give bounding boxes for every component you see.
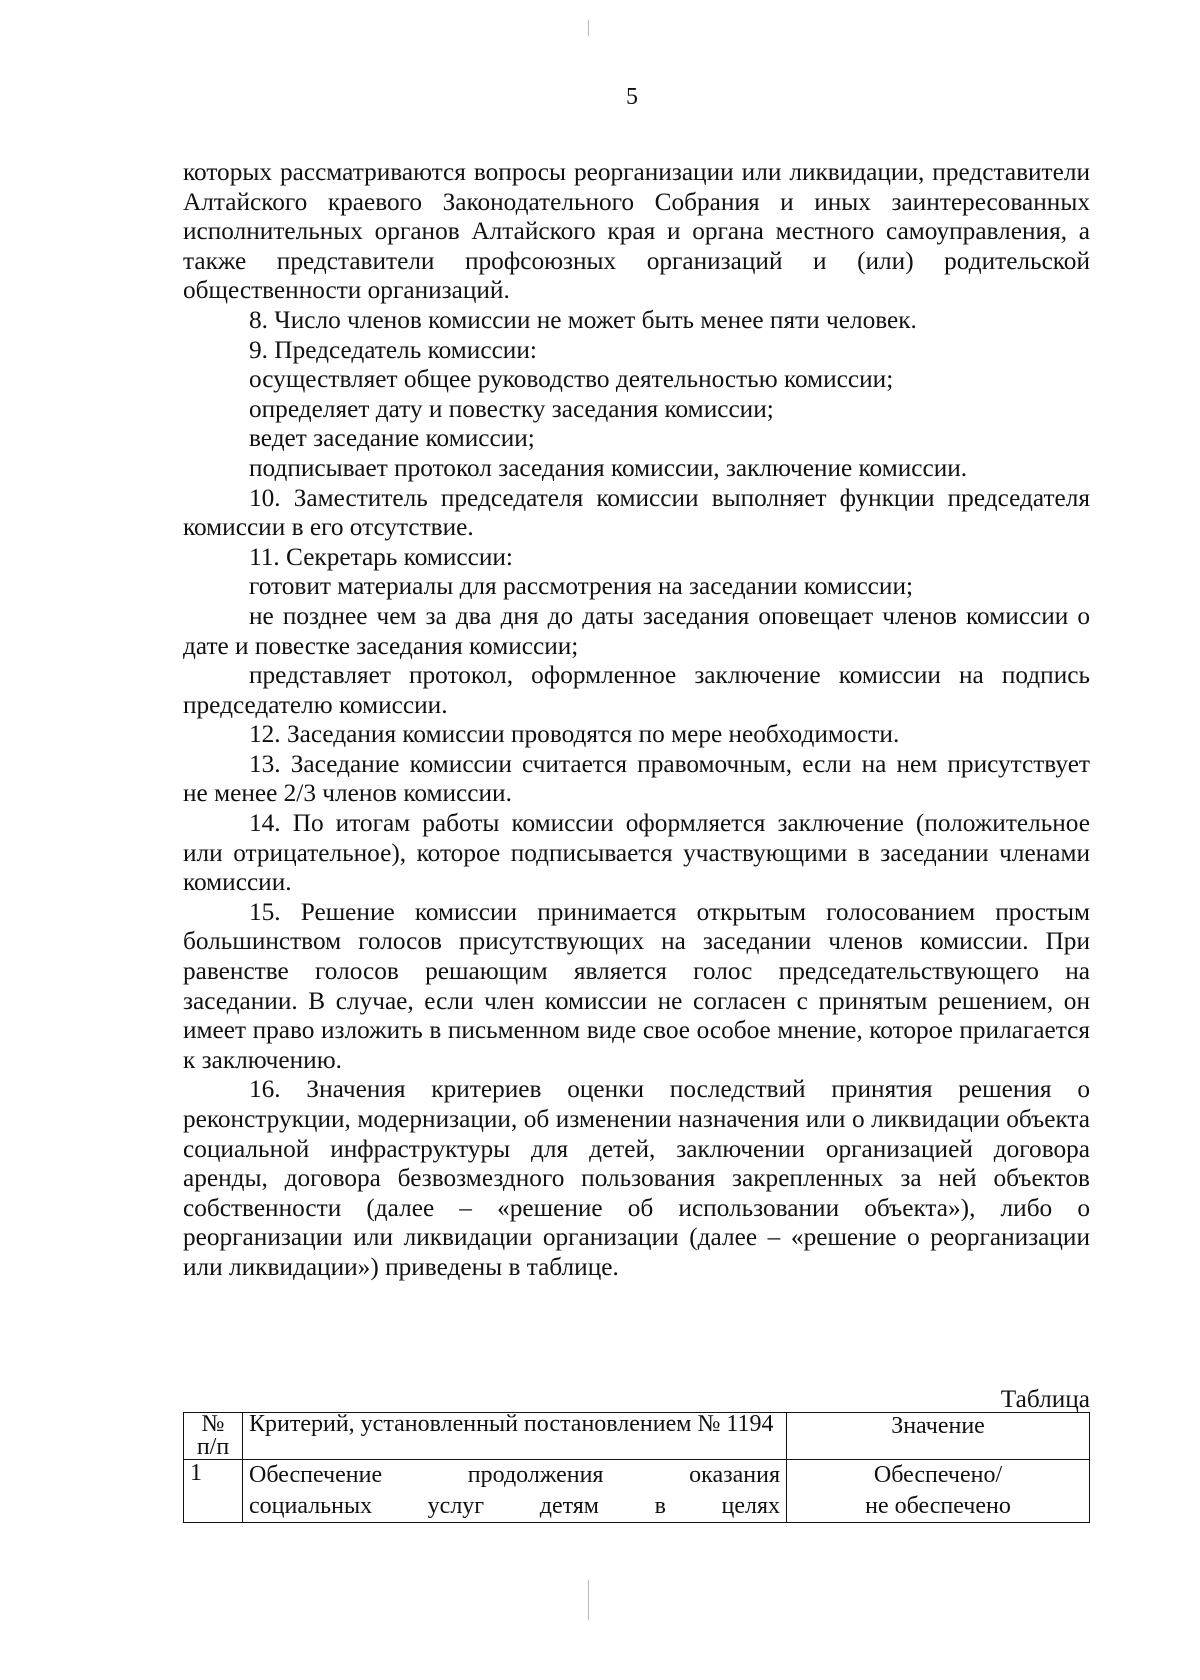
scan-artifact bbox=[588, 20, 589, 36]
paragraph: 10. Заместитель председателя комиссии выполняет функции председателя комиссии в его отсутствие. bbox=[183, 483, 1090, 542]
criteria-table bbox=[183, 1412, 1090, 1523]
paragraph: которых рассматриваются вопросы реорганизации или ликвидации, представители Алтайского краевого Законодательного Собрания и иных заинтересованных исполнительных органов Алтайского края и органа местного самоуправления, а также представители профсоюзных организаций и (или) родительской общественности организаций. bbox=[183, 158, 1090, 305]
table-row bbox=[184, 1460, 1090, 1523]
row-value-line1: Обеспечено/ bbox=[873, 1462, 1003, 1488]
paragraph: готовит материалы для рассмотрения на заседании комиссии; bbox=[249, 572, 914, 601]
paragraph: 8. Число членов комиссии не может быть менее пяти человек. bbox=[249, 305, 917, 334]
paragraph: 14. По итогам работы комиссии оформляется заключение (положительное или отрицательное), которое подписывается участвующими в заседании членами комиссии. bbox=[183, 809, 1090, 897]
header-value: Значение bbox=[787, 1413, 1090, 1460]
paragraph: 15. Решение комиссии принимается открытым голосованием простым большинством голосов присутствующих на заседании членов комиссии. При равенстве голосов решающим является голос председательствующего на заседании. В случае, если член комиссии не согласен с принятым решением, он имеет право изложить в письменном виде свое особое мнение, которое прилагается к заключению. bbox=[183, 897, 1090, 1074]
paragraph: не позднее чем за два дня до даты заседания оповещает членов комиссии о дате и повестке заседания комиссии; bbox=[183, 601, 1090, 660]
paragraph: осуществляет общее руководство деятельностью комиссии; bbox=[249, 365, 894, 394]
paragraph: 11. Секретарь комиссии: bbox=[249, 542, 513, 571]
row-criterion-line2: социальных услуг детям в целях bbox=[249, 1493, 780, 1519]
row-value-line2: не обеспечено bbox=[865, 1493, 1011, 1519]
header-number bbox=[184, 1413, 243, 1460]
document-body bbox=[183, 158, 1090, 1283]
paragraph: 12. Заседания комиссии проводятся по мере необходимости. bbox=[249, 720, 900, 749]
row-criterion bbox=[243, 1460, 787, 1523]
header-criterion: Критерий, установленный постановлением № 1194 bbox=[243, 1413, 787, 1460]
paragraph: 16. Значения критериев оценки последствий принятия решения о реконструкции, модернизации, об изменении назначения или о ликвидации объекта социальной инфраструктуры для детей, заключении организацией договора аренды, договора безвозмездного пользования закрепленных за ней объектов собственности (далее – «решение об использовании объекта»), либо о реорганизации или ликвидации организации (далее – «решение о реорганизации или ликвидации») приведены в таблице. bbox=[183, 1075, 1090, 1281]
paragraph: представляет протокол, оформленное заключение комиссии на подпись председателю комиссии. bbox=[183, 661, 1090, 719]
header-number-line2: п/п bbox=[196, 1434, 230, 1460]
paragraph: 13. Заседание комиссии считается правомочным, если на нем присутствует не менее 2/3 членов комиссии. bbox=[183, 749, 1090, 808]
scan-artifact bbox=[588, 1580, 589, 1620]
paragraph: 9. Председатель комиссии: bbox=[249, 335, 537, 364]
page-number: 5 bbox=[626, 84, 638, 110]
row-number: 1 bbox=[184, 1460, 243, 1523]
paragraph: ведет заседание комиссии; bbox=[249, 424, 535, 453]
row-criterion-line1: Обеспечение продолжения оказания bbox=[249, 1462, 780, 1488]
paragraph: подписывает протокол заседания комиссии, заключение комиссии. bbox=[249, 453, 968, 482]
paragraph: определяет дату и повестку заседания комиссии; bbox=[249, 394, 774, 423]
header-number-line1: № bbox=[201, 1411, 225, 1437]
row-value bbox=[787, 1460, 1090, 1523]
table-caption: Таблица bbox=[1000, 1385, 1090, 1413]
table-header-row bbox=[184, 1413, 1090, 1460]
